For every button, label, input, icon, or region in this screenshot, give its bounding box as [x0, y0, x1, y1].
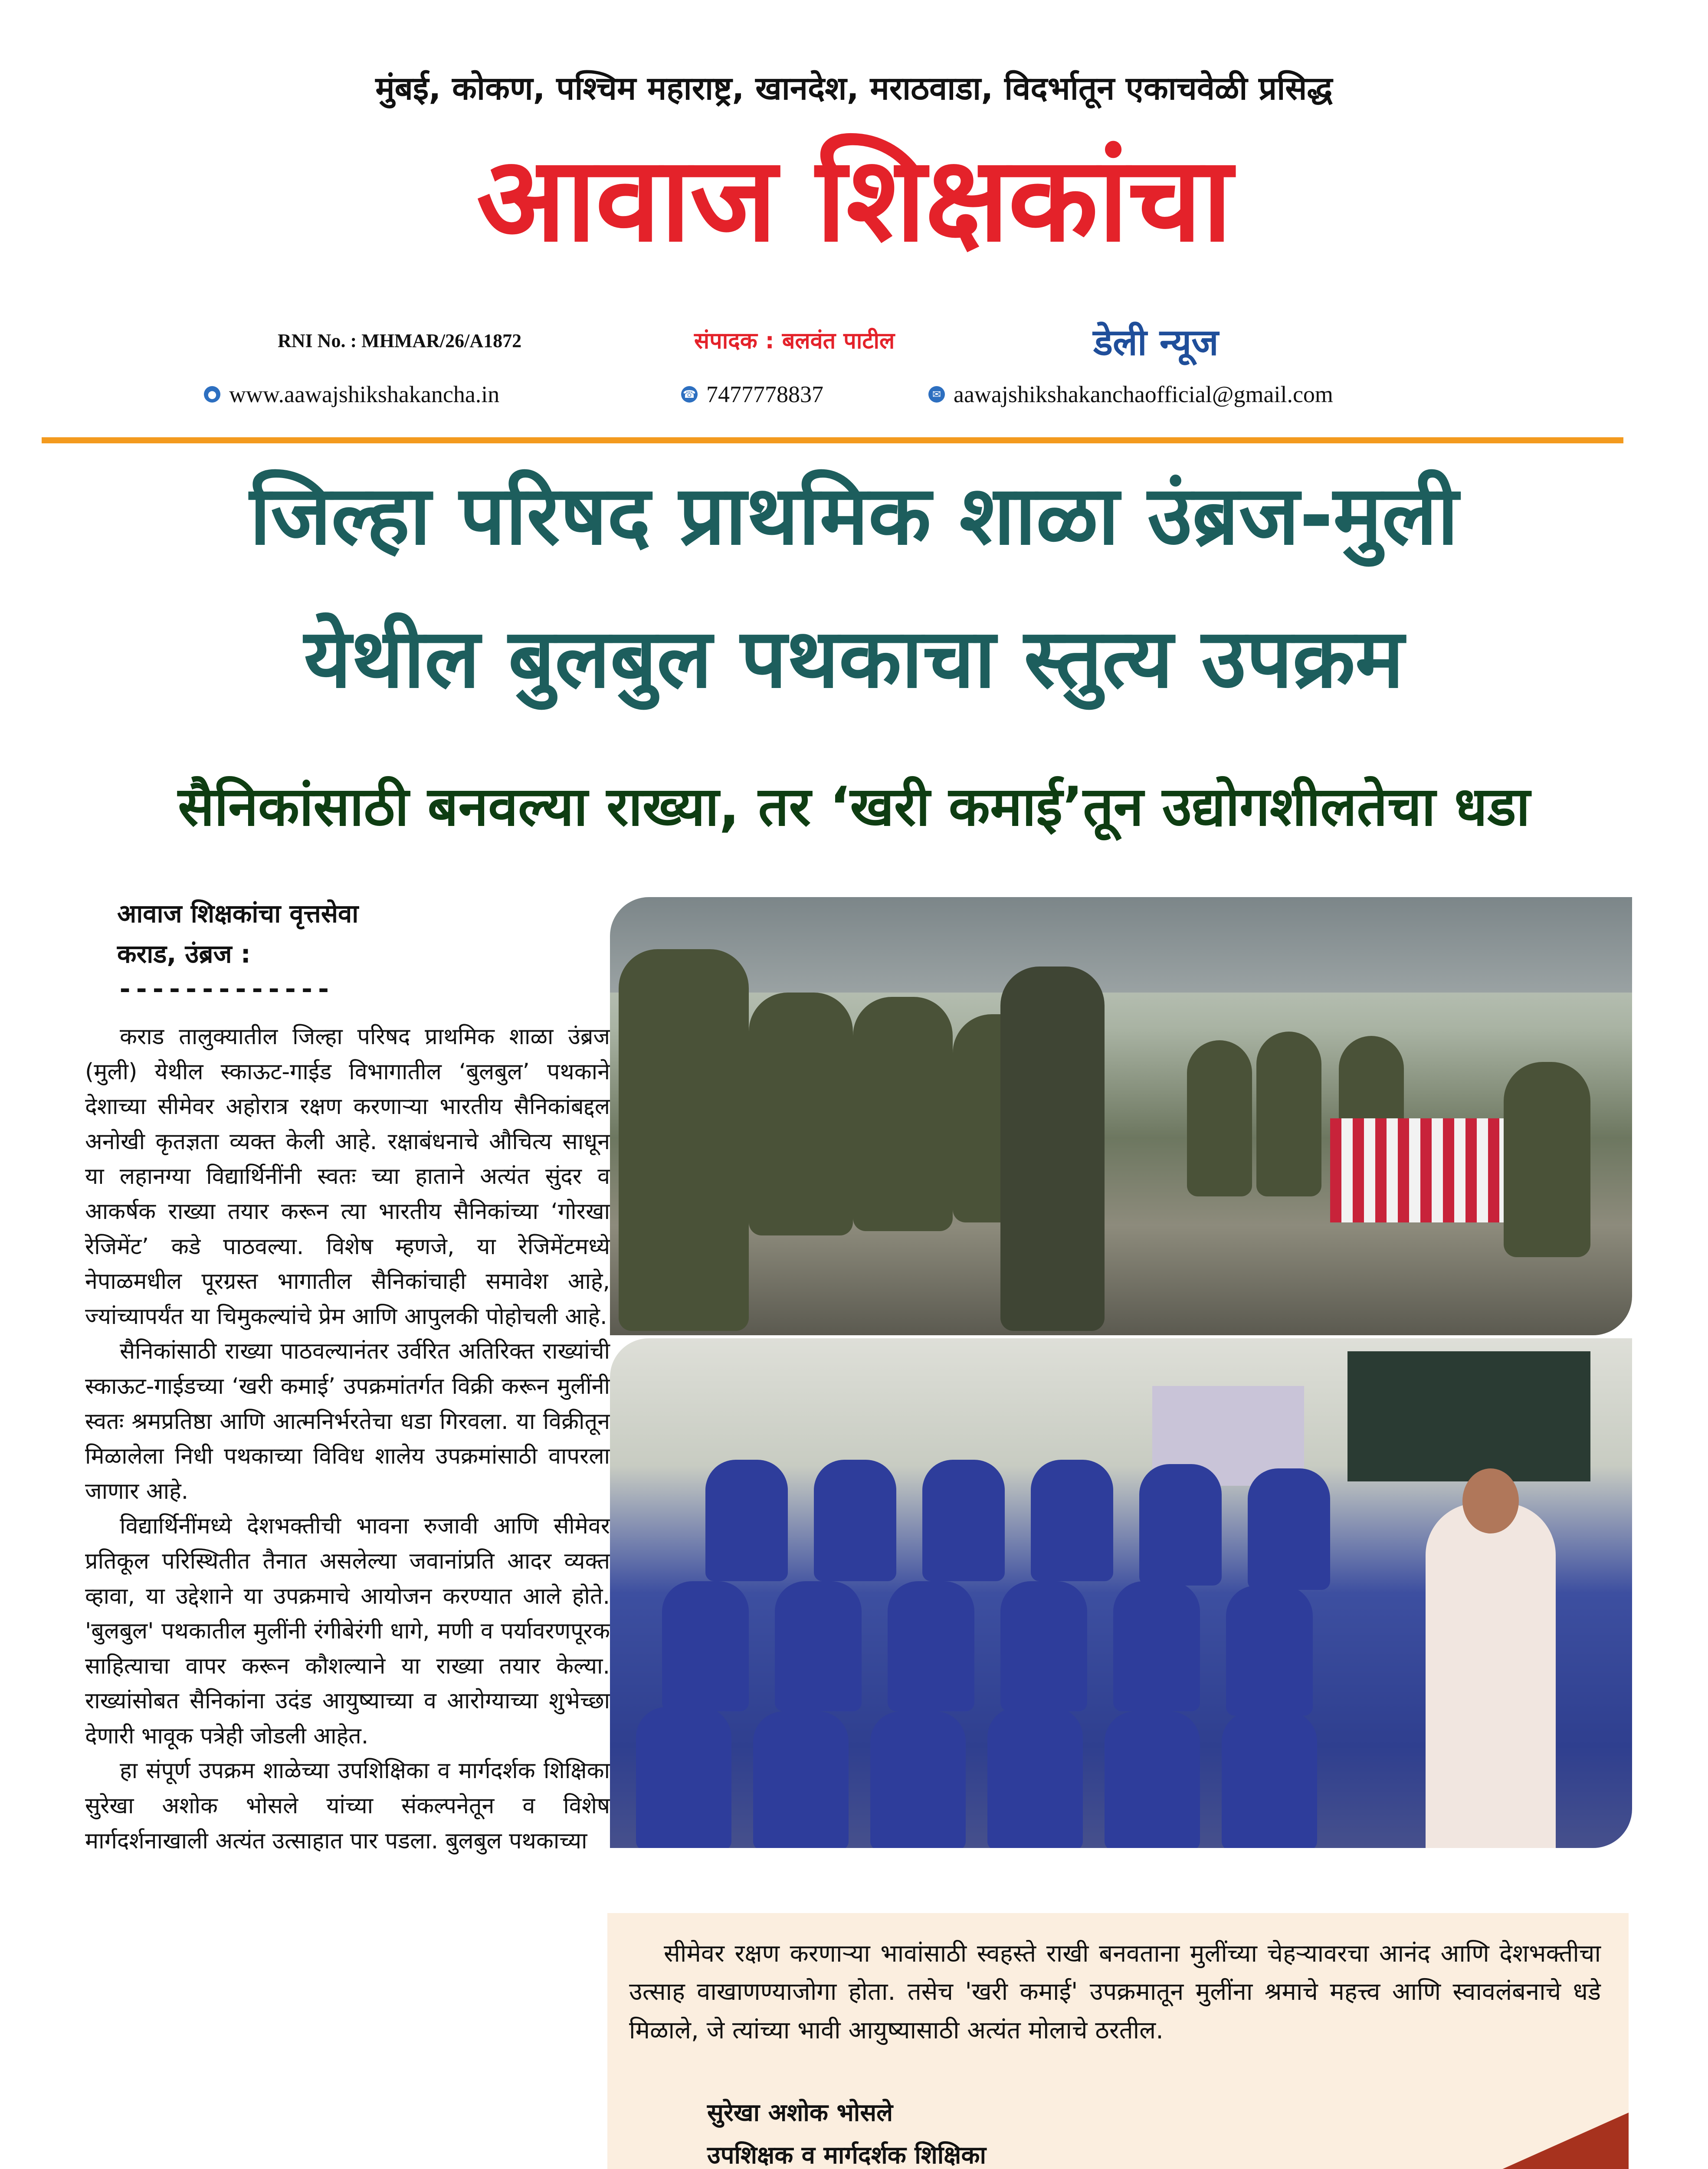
- tent-canopy: [610, 897, 1632, 993]
- teacher-face: [1462, 1468, 1519, 1533]
- article-paragraph: कराड तालुक्यातील जिल्हा परिषद प्राथमिक शाळा उंब्रज (मुली) येथील स्काऊट-गाईड विभागातील ‘बुलबुल’ पथकाने देशाच्या सीमेवर अहोरात्र रक्षण करणाऱ्या भारतीय सैनिकांबद्दल अनोखी कृतज्ञता व्यक्त केली आहे. रक्षाबंधनाचे औचित्य साधून या लहानग्या विद्यार्थिनींनी स्वतः च्या हाताने अत्यंत सुंदर व आकर्षक राख्या तयार करून त्या भारतीय सैनिकांच्या ‘गोरखा रेजिमेंट’ कडे पाठवल्या. विशेष म्हणजे, या रेजिमेंटमध्ये नेपाळमधील पूरग्रस्त भागातील सैनिकांचाही समावेश आहे, ज्यांच्यापर्यंत या चिमुकल्यांचे प्रेम आणि आपुलकी पोहोचली आहे.: [85, 1024, 610, 1330]
- news-source: आवाज शिक्षकांचा वृत्तसेवा: [117, 899, 359, 928]
- quote-author-role: उपशिक्षक व मार्गदर्शक शिक्षिका: [707, 2141, 986, 2169]
- student-figure: [1113, 1581, 1200, 1711]
- student-figure: [888, 1581, 974, 1711]
- dateline-place: कराड, उंब्रज :: [117, 939, 251, 969]
- teacher-quote-box: [607, 1913, 1629, 2169]
- article-paragraph: विद्यार्थिनींमध्ये देशभक्तीची भावना रुजावी आणि सीमेवर प्रतिकूल परिस्थितीत तैनात असलेल्या जवानांप्रति आदर व्यक्त व्हावा, या उद्देशाने या उपक्रमाचे आयोजन करण्यात आले होते. 'बुलबुल' पथकातील मुलींनी रंगीबेरंगी धागे, मणी व पर्यावरणपूरक साहित्याचा वापर करून कौशल्याने या राख्या तयार केल्या. राख्यांसोबत सैनिकांना उदंड आयुष्याच्या व आरोग्याच्या शुभेच्छा देणारी भावूक पत्रेही जोडली आहेत.: [85, 1513, 610, 1749]
- student-figure: [987, 1707, 1083, 1848]
- masthead-divider: [42, 437, 1623, 443]
- student-figure: [753, 1711, 849, 1848]
- students-group-photo: [610, 1338, 1632, 1848]
- byline-divider: -------------: [117, 974, 332, 1004]
- byline: [117, 894, 377, 974]
- soldier-figure: [1187, 1040, 1252, 1196]
- quote-author-name: सुरेखा अशोक भोसले: [707, 2099, 893, 2127]
- article-paragraph: हा संपूर्ण उपक्रम शाळेच्या उपशिक्षिका व मार्गदर्शक शिक्षिका सुरेखा अशोक भोसले यांच्या संकल्पनेतून व विशेष मार्गदर्शनाखाली अत्यंत उत्साहात पार पडला. बुलबुल पथकाच्या: [85, 1758, 610, 1854]
- phone-contact[interactable]: [681, 381, 823, 408]
- student-figure: [705, 1460, 788, 1581]
- article-paragraph: सैनिकांसाठी राख्या पाठवल्यानंतर उर्वरित अतिरिक्त राख्यांची स्काऊट-गाईडच्या ‘खरी कमाई’ उपक्रमांतर्गत विक्री करून मुलींनी स्वतः श्रमप्रतिष्ठा आणि आत्मनिर्भरतेचा धडा गिरवला. या विक्रीतून मिळालेला निधी पथकाच्या विविध शालेय उपक्रमांसाठी वापरला जाणार आहे.: [85, 1338, 610, 1504]
- editor-name: संपादक : बलवंत पाटील: [694, 328, 895, 354]
- email-contact[interactable]: [928, 381, 1333, 408]
- student-figure: [1000, 1581, 1087, 1711]
- classroom-board: [1347, 1351, 1590, 1481]
- email-icon: ✉: [928, 386, 945, 403]
- phone-icon: ☎: [681, 386, 698, 403]
- student-figure: [662, 1581, 749, 1711]
- globe-icon: ●: [204, 386, 220, 403]
- quote-text: सीमेवर रक्षण करणाऱ्या भावांसाठी स्वहस्ते राखी बनवताना मुलींच्या चेहऱ्यावरचा आनंद आणि देशभक्तीचा उत्साह वाखाणण्याजोगा होता. तसेच 'खरी कमाई' उपक्रमातून मुलींना श्रमाचे महत्त्व आणि स्वावलंबनाचे धडे मिळाले, जे त्यांच्या भावी आयुष्यासाठी अत्यंत मोलाचे ठरतील.: [629, 1940, 1601, 2044]
- quote-corner-accent: [1464, 2113, 1629, 2169]
- soldier-figure: [749, 993, 853, 1235]
- soldier-figure: [853, 997, 953, 1231]
- phone-number[interactable]: 7477778837: [706, 381, 823, 407]
- soldier-figure: [619, 949, 749, 1331]
- teacher-figure: [1426, 1503, 1556, 1848]
- soldier-figure: [1256, 1032, 1321, 1196]
- rni-number: RNI No. : MHMAR/26/A1872: [278, 330, 522, 351]
- masthead-tagline: मुंबई, कोकण, पश्चिम महाराष्ट्र, खानदेश, मराठवाडा, विदर्भातून एकाचवेळी प्रसिद्ध: [375, 70, 1333, 107]
- student-figure: [814, 1460, 896, 1581]
- headline-line-2: येथील बुलबुल पथकाचा स्तुत्य उपक्रम: [304, 611, 1404, 706]
- newspaper-title: आवाज शिक्षकांचा: [476, 131, 1232, 268]
- student-figure: [1248, 1468, 1330, 1590]
- student-figure: [1105, 1711, 1200, 1848]
- student-figure: [870, 1711, 966, 1848]
- soldiers-photo: [610, 897, 1632, 1335]
- student-figure: [636, 1707, 731, 1848]
- subheadline: सैनिकांसाठी बनवल्या राख्या, तर ‘खरी कमाई’तून उद्योगशीलतेचा धडा: [178, 776, 1530, 838]
- email-address[interactable]: aawajshikshakanchaofficial@gmail.com: [954, 381, 1333, 407]
- student-figure: [1031, 1460, 1113, 1581]
- student-figure: [775, 1581, 862, 1711]
- website-link[interactable]: www.aawajshikshakancha.in: [229, 381, 500, 407]
- student-figure: [922, 1460, 1005, 1581]
- headline-line-1: जिल्हा परिषद प्राथमिक शाळा उंब्रज-मुली: [249, 468, 1459, 563]
- article-body: [85, 1019, 610, 1858]
- student-figure: [1226, 1586, 1313, 1716]
- edition-label: डेली न्यूज: [1093, 321, 1219, 364]
- student-figure: [1222, 1711, 1317, 1848]
- student-figure: [1139, 1464, 1222, 1586]
- website-contact[interactable]: [204, 381, 499, 408]
- soldier-figure: [1504, 1062, 1590, 1257]
- soldier-figure: [1000, 967, 1105, 1331]
